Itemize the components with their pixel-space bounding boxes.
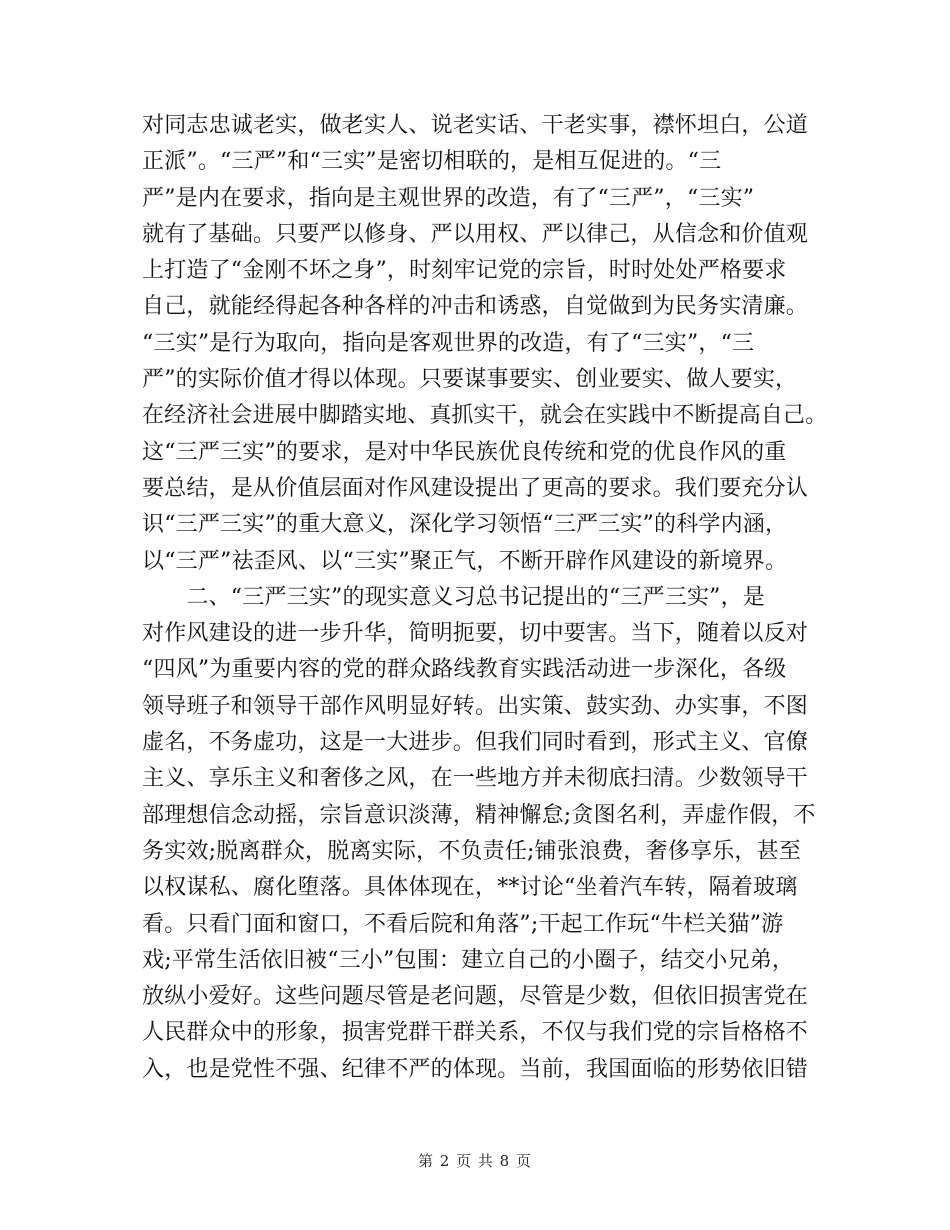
text-line: 识“三严三实”的重大意义，深化学习领悟“三严三实”的科学内涵，: [142, 512, 788, 538]
text-line: 放纵小爱好。这些问题尽管是老问题，尽管是少数，但依旧损害党在: [142, 984, 809, 1010]
text-line: 领导班子和领导干部作风明显好转。出实策、鼓实劲、办实事，不图: [142, 693, 809, 719]
text-line: 主义、享乐主义和奢侈之风，在一些地方并未彻底扫清。少数领导干: [142, 766, 809, 792]
text-line: 以“三严”祛歪风、以“三实”聚正气，不断开辟作风建设的新境界。: [142, 548, 788, 574]
text-line: 入，也是党性不强、纪律不严的体现。当前，我国面临的形势依旧错: [142, 1056, 809, 1082]
text-line: 以权谋私、腐化堕落。具体体现在，**讨论“坐着汽车转，隔着玻璃: [142, 875, 798, 901]
text-line: 正派”。“三严”和“三实”是密切相联的，是相互促进的。“三: [142, 149, 722, 175]
text-line: 自己，就能经得起各种各样的冲击和诱惑，自觉做到为民务实清廉。: [142, 294, 809, 320]
text-line: 要总结，是从价值层面对作风建设提出了更高的要求。我们要充分认: [142, 475, 809, 501]
document-body: [142, 108, 828, 1088]
text-line: 这“三严三实”的要求，是对中华民族优良传统和党的优良作风的重: [142, 439, 787, 465]
text-line: 部理想信念动摇，宗旨意识淡薄，精神懈怠;贪图名利，弄虚作假，不: [142, 802, 816, 828]
text-line: 严”的实际价值才得以体现。只要谋事要实、创业要实、做人要实，: [142, 367, 798, 393]
text-line: 人民群众中的形象，损害党群干群关系，不仅与我们党的宗旨格格不: [142, 1020, 809, 1046]
text-line: 虚名，不务虚功，这是一大进步。但我们同时看到，形式主义、官僚: [142, 730, 809, 756]
text-line: “三实”是行为取向，指向是客观世界的改造，有了“三实”，“三: [142, 330, 755, 356]
text-line: 对同志忠诚老实，做老实人、说老实话、干老实事，襟怀坦白，公道: [142, 113, 809, 138]
text-line: 在经济社会进展中脚踏实地、真抓实干，就会在实践中不断提高自己。: [142, 403, 828, 429]
text-line: 上打造了“金刚不坏之身”，时刻牢记党的宗旨，时时处处严格要求: [142, 258, 787, 284]
text-line: 务实效;脱离群众，脱离实际，不负责任;铺张浪费，奢侈享乐，甚至: [142, 838, 802, 864]
text-line: 严”是内在要求，指向是主观世界的改造，有了“三严”，“三实”: [142, 185, 755, 211]
page-footer: 第 2 页 共 8 页: [418, 1152, 532, 1170]
text-line: 就有了基础。只要严以修身、严以用权、严以律己，从信念和价值观: [142, 221, 809, 247]
text-line: 二、“三严三实”的现实意义习总书记提出的“三严三实”，是: [142, 584, 765, 610]
text-line: 看。只看门面和窗口，不看后院和角落”;干起工作玩“牛栏关猫”游: [142, 911, 784, 937]
text-line: 戏;平常生活依旧被“三小”包围：建立自己的小圈子，结交小兄弟，: [142, 947, 795, 973]
text-line: “四风”为重要内容的党的群众路线教育实践活动进一步深化，各级: [142, 657, 787, 683]
text-line: 对作风建设的进一步升华，简明扼要，切中要害。当下，随着以反对: [142, 621, 809, 647]
